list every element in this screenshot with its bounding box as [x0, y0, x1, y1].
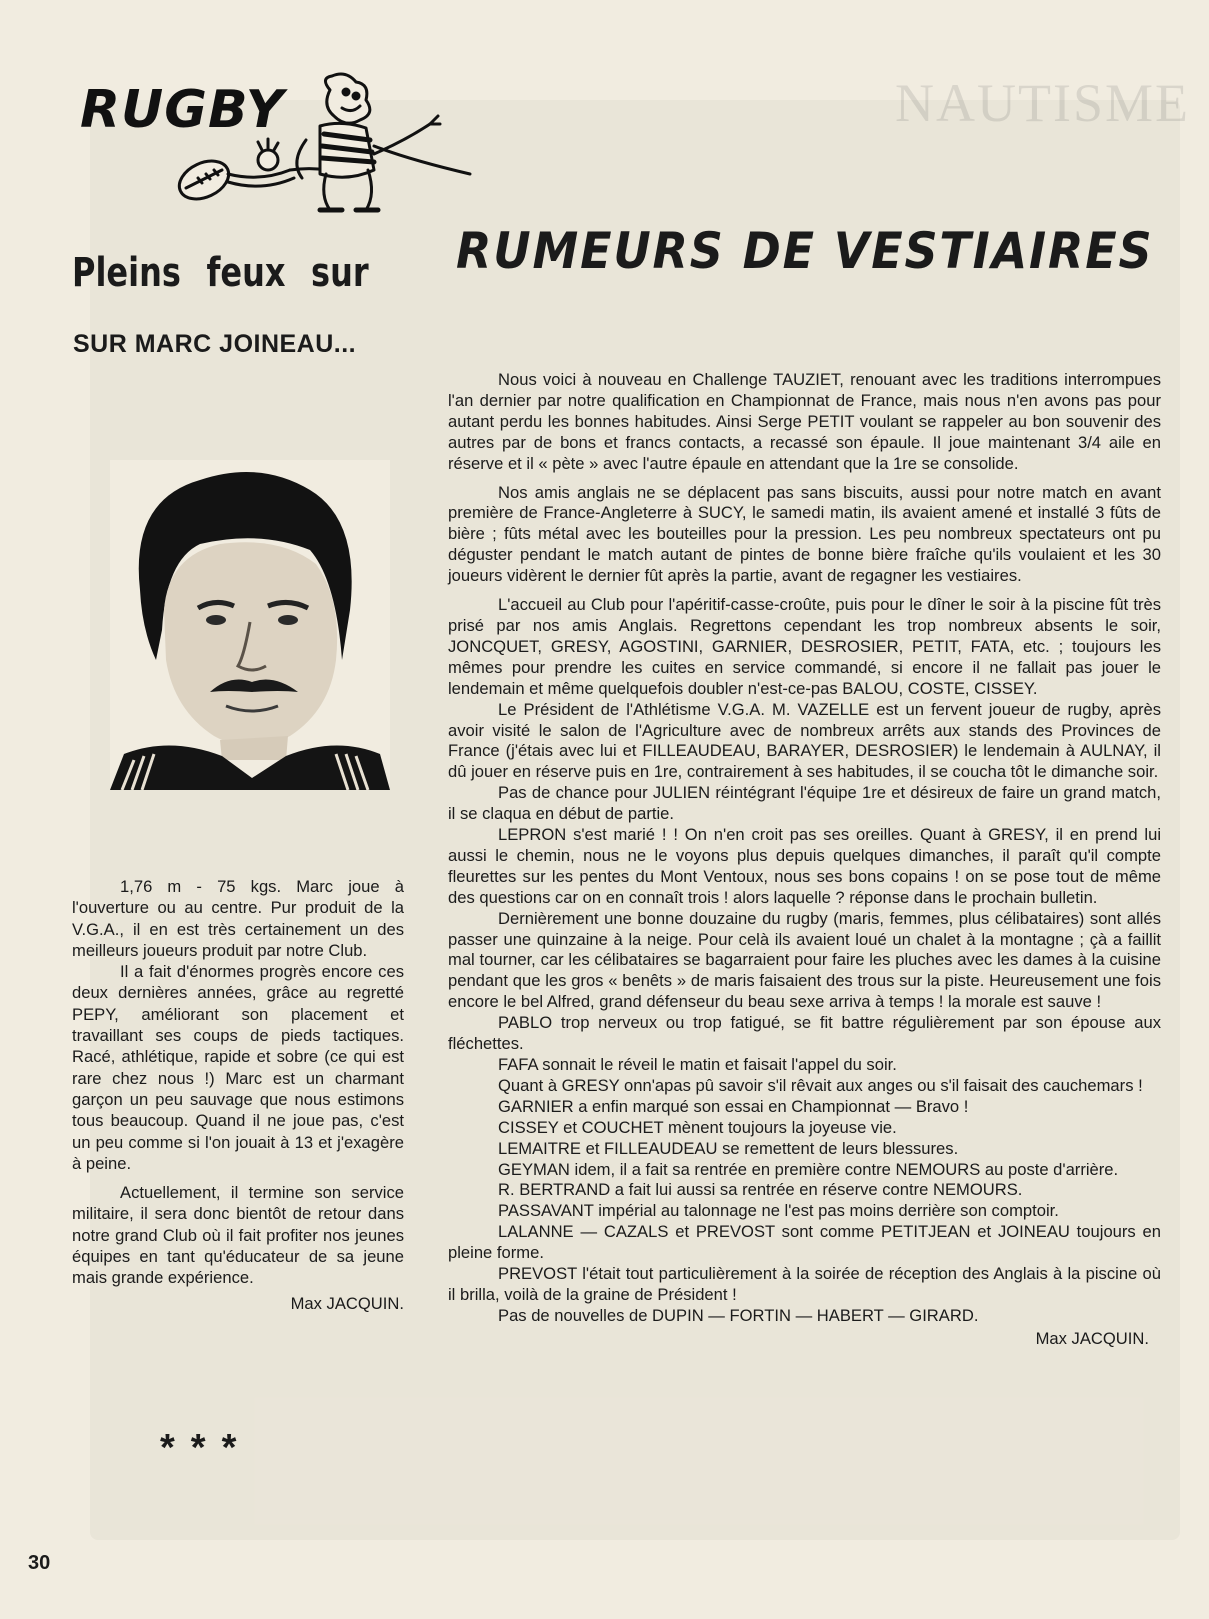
- article-paragraph: GEYMAN idem, il a fait sa rentrée en première contre NEMOURS au poste d'arrière.: [498, 1159, 1119, 1179]
- article-paragraph: LEMAITRE et FILLEAUDEAU se remettent de leurs blessures.: [498, 1138, 959, 1158]
- page-number: 30: [28, 1552, 51, 1574]
- left-subtitle: SUR MARC JOINEAU...: [73, 330, 357, 358]
- article-paragraph: L'accueil au Club pour l'apéritif-casse-croûte, puis pour le dîner le soir à la piscine fût très prisé par nos amis Anglais. Regrettons cependant les trop nombreux absents le soir, JONCQUET, GRESY, AGOSTINI, GARNIER, DESROSIER, PETIT, FATA, etc. ; toujours les mêmes pour prendre les cuites en service commandé, si encore il ne fallait pas jouer le lendemain et même quelquefois doubler n'est-ce-pas BALOU, COSTE, CISSEY.: [448, 595, 1161, 698]
- rugby-section-logo: RUGBY: [80, 80, 285, 140]
- article-paragraph: R. BERTRAND a fait lui aussi sa rentrée en réserve contre NEMOURS.: [498, 1180, 1023, 1200]
- rugby-cartoon-illustration: [170, 70, 490, 230]
- article-title: RUMEURS DE VESTIAIRES: [456, 222, 1154, 280]
- article-paragraph: Nous voici à nouveau en Challenge TAUZIET, renouant avec les traditions interrompues l'an dernier par notre qualification en Championnat de France, mais nous n'en avons pas pour autant perdu les bonnes habitudes. Ainsi Serge PETIT voulant se rappeler au bon souvenir des autres par de bons et francs contacts, a recassé son épaule. Il joue maintenant 3/4 aile en réserve et il « pète » avec l'autre épaule en attendant que la 1re se consolide.: [448, 370, 1161, 473]
- article-paragraph: CISSEY et COUCHET mènent toujours la joyeuse vie.: [498, 1117, 897, 1137]
- article-paragraph: Le Président de l'Athlétisme V.G.A. M. VAZELLE est un fervent joueur de rugby, après avoir visité le salon de l'Agriculture avec de nombreux arrêts aux stands des Provinces de France (j'étais avec lui et FILLEAUDEAU, BARAYER, DESROSIER) le lendemain à AULNAY, il dû jouer en réserve puis en 1re, contrairement à ses habitudes, il se coucha tôt le dimanche soir.: [448, 699, 1161, 782]
- article-paragraph: Nos amis anglais ne se déplacent pas sans biscuits, aussi pour notre match en avant première de France-Angleterre à SUCY, le samedi matin, ils avaient amené et installé 3 fûts de bière ; fûts métal avec les bouteilles pour la pression. Les peu nombreux spectateurs ont pu déguster pendant le match autant de pintes de bonne bière fraîche qu'ils voulaient et les 30 joueurs vidèrent le dernier fût après la partie, avant de regagner les vestiaires.: [448, 482, 1161, 586]
- article-signature: Max JACQUIN.: [1035, 1328, 1149, 1348]
- marc-joineau-portrait-photo: [110, 460, 390, 790]
- article-paragraph: PREVOST l'était tout particulièrement à la soirée de réception des Anglais à la piscine où il brilla, voilà de la graine de Président !: [448, 1264, 1161, 1304]
- article-paragraph: GARNIER a enfin marqué son essai en Championnat — Bravo !: [498, 1096, 969, 1116]
- section-separator: ***: [160, 1427, 253, 1469]
- profile-paragraph: Il a fait d'énormes progrès encore ces deux dernières années, grâce au regretté PEPY, améliorant son placement et travaillant ses coups de pieds tactiques. Racé, athlétique, rapide et sobre (ce qui est rare chez nous !) Marc est un charmant garçon un peu sauvage que nous estimons tous beaucoup. Quand il ne joue pas, c'est un peu comme si l'on jouait à 13 et j'exagère à peine.: [72, 962, 404, 1173]
- article-paragraph: PASSAVANT impérial au talonnage ne l'est pas moins derrière son comptoir.: [498, 1201, 1059, 1221]
- article-paragraph: FAFA sonnait le réveil le matin et faisait l'appel du soir.: [498, 1055, 897, 1074]
- article-paragraph: PABLO trop nerveux ou trop fatigué, se fit battre régulièrement par son épouse aux fléchettes.: [448, 1013, 1161, 1054]
- article-paragraph: Pas de nouvelles de DUPIN — FORTIN — HABERT — GIRARD.: [498, 1305, 979, 1325]
- player-profile-text: [72, 876, 404, 1314]
- profile-signature: Max JACQUIN.: [290, 1293, 404, 1313]
- article-paragraph: LEPRON s'est marié ! ! On n'en croit pas ses oreilles. Quant à GRESY, il en prend lui aussi le chemin, nous ne le voyons plus depuis quelques dimanches, il paraît qu'il compte fleurettes sur les pentes du Mont Ventoux, nous ses bons copains ! on se pose tout de même des questions car on en connaît trois ! alors laquelle ? réponse dans le prochain bulletin.: [448, 825, 1161, 907]
- article-paragraph: Pas de chance pour JULIEN réintégrant l'équipe 1re et désireux de faire un grand match, il se claqua en début de partie.: [448, 783, 1161, 824]
- bleed-through-heading: NAUTISME: [895, 73, 1190, 133]
- article-paragraph: Dernièrement une bonne douzaine du rugby (maris, femmes, plus célibataires) sont allés passer une quinzaine à la neige. Pour celà ils avaient loué un chalet à la montagne ; çà a faillit mal tourner, car les célibataires se bagarraient pour faire les pluches avec les dames à la cuisine pendant que les gros « benêts » de maris faisaient des trous sur la piste. Heureusement une fois encore le bel Alfred, grand défenseur du beau sexe arriva à temps ! la morale est sauve !: [448, 908, 1161, 1012]
- article-body: [448, 370, 1161, 1350]
- article-paragraph: LALANNE — CAZALS et PREVOST sont comme PETITJEAN et JOINEAU toujours en pleine forme.: [448, 1222, 1161, 1263]
- left-title: Pleins feux sur: [72, 250, 369, 296]
- article-paragraph: Quant à GRESY onn'apas pû savoir s'il rêvait aux anges ou s'il faisait des cauchemars !: [498, 1075, 1143, 1095]
- profile-paragraph: Actuellement, il termine son service militaire, il sera donc bientôt de retour dans notre grand Club où il fait profiter nos jeunes équipes en tant qu'éducateur de sa jeune mais grande expérience.: [72, 1183, 404, 1288]
- profile-paragraph: 1,76 m - 75 kgs. Marc joue à l'ouverture ou au centre. Pur produit de la V.G.A., il en est très certainement un des meilleurs joueurs produit par notre Club.: [72, 877, 404, 960]
